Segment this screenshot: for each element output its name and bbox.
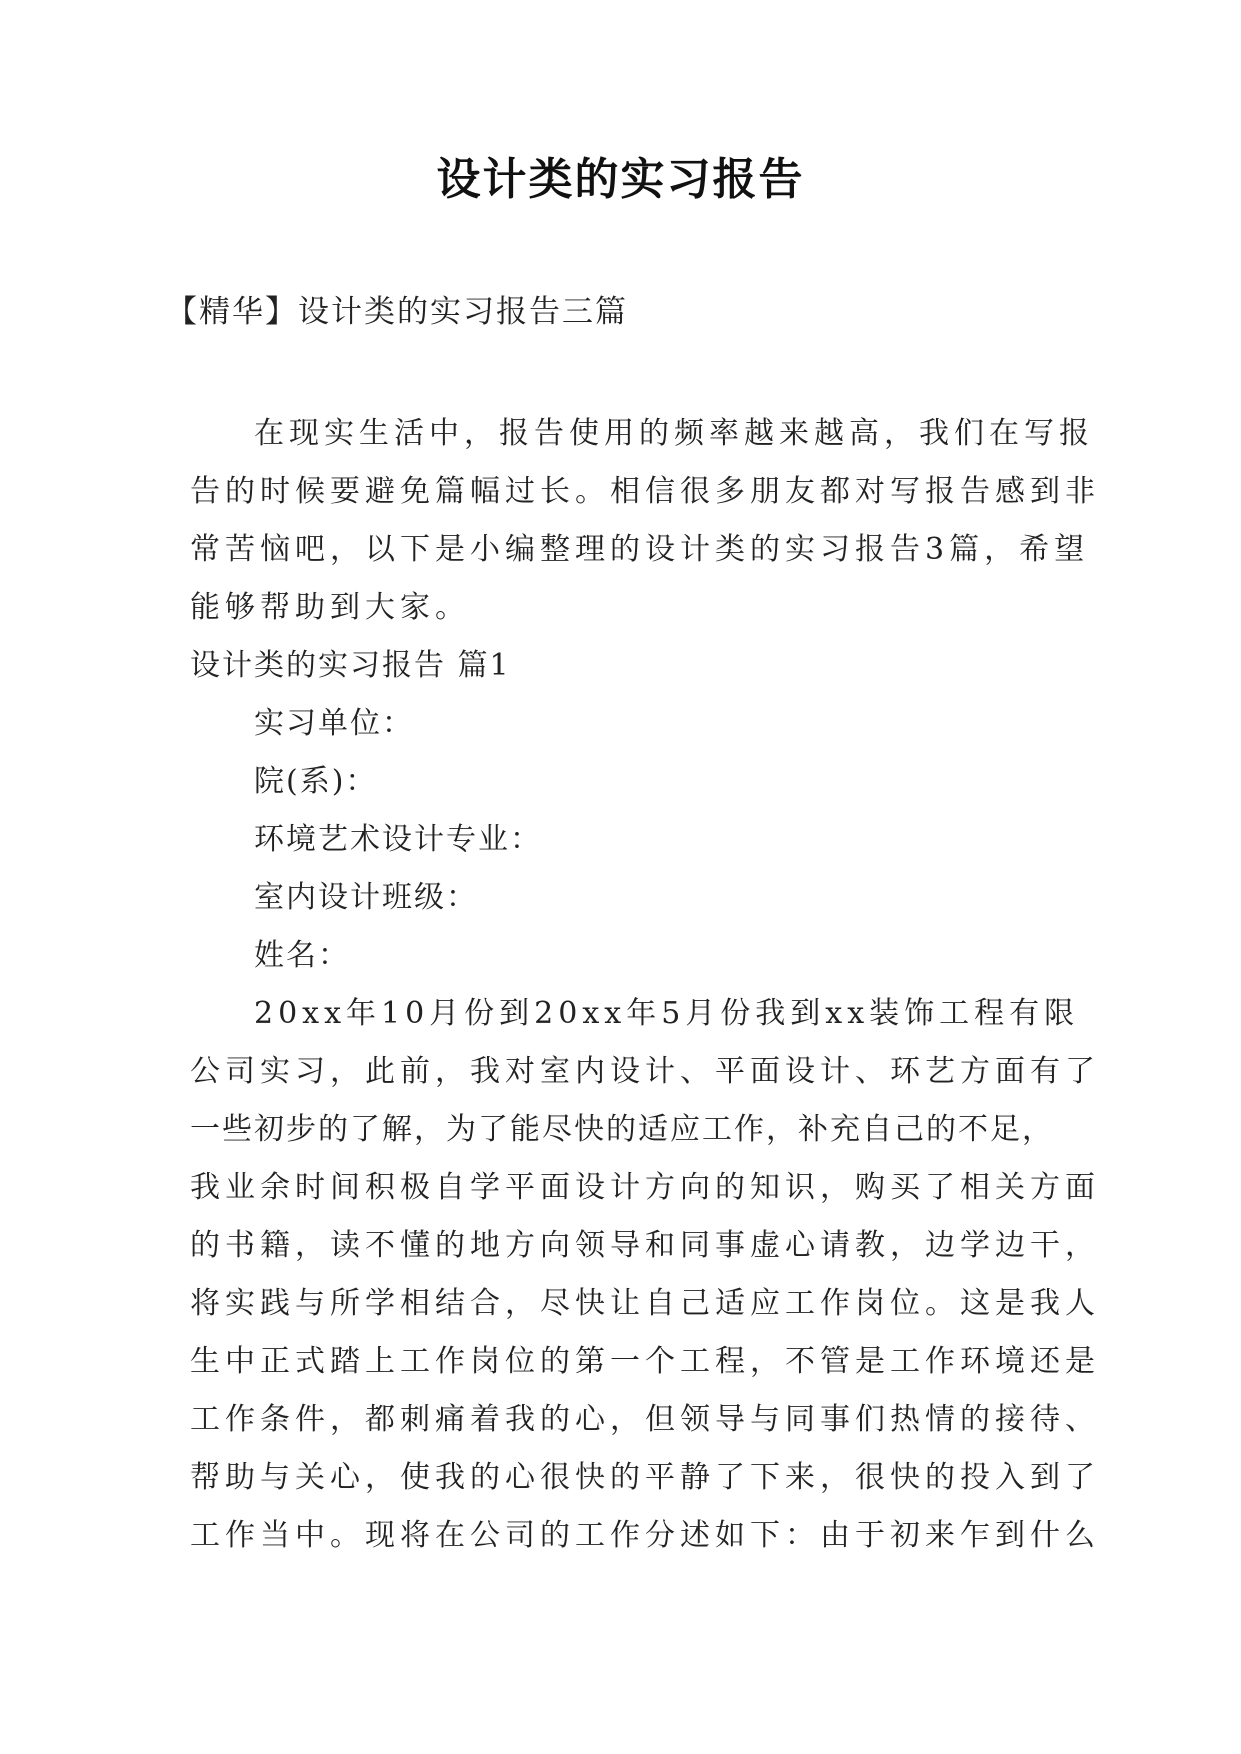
info-line: 环境艺术设计专业： — [254, 822, 542, 857]
paragraph-line: 将实践与所学相结合，尽快让自己适应工作岗位。这是我人 — [190, 1286, 1100, 1321]
paragraph-line: 工作条件，都刺痛着我的心，但领导与同事们热情的接待、 — [190, 1402, 1100, 1437]
paragraph-line: 公司实习，此前，我对室内设计、平面设计、环艺方面有了 — [190, 1054, 1100, 1089]
info-line: 实习单位： — [254, 706, 414, 741]
section-heading: 设计类的实习报告 篇1 — [190, 648, 511, 683]
info-line: 院(系)： — [254, 764, 378, 799]
paragraph-line: 的书籍，读不懂的地方向领导和同事虚心请教，边学边干， — [190, 1228, 1100, 1263]
paragraph-line: 帮助与关心，使我的心很快的平静了下来，很快的投入到了 — [190, 1460, 1100, 1495]
paragraph-line: 在现实生活中，报告使用的频率越来越高，我们在写报 — [254, 416, 1094, 451]
document-body — [190, 405, 1100, 1565]
info-line: 姓名： — [254, 938, 350, 973]
document-title: 设计类的实习报告 — [436, 154, 805, 205]
paragraph-line: 一些初步的了解，为了能尽快的适应工作，补充自己的不足， — [190, 1112, 1054, 1147]
info-line: 室内设计班级： — [254, 880, 478, 915]
paragraph-line: 能够帮助到大家。 — [190, 590, 470, 625]
paragraph-line: 常苦恼吧，以下是小编整理的设计类的实习报告3篇，希望 — [190, 532, 1090, 567]
paragraph-line: 20xx年10月份到20xx年5月份我到xx装饰工程有限 — [254, 996, 1080, 1031]
paragraph-line: 生中正式踏上工作岗位的第一个工程，不管是工作环境还是 — [190, 1344, 1100, 1379]
document-subtitle: 【精华】设计类的实习报告三篇 — [166, 294, 628, 330]
paragraph-line: 我业余时间积极自学平面设计方向的知识，购买了相关方面 — [190, 1170, 1100, 1205]
paragraph-line: 告的时候要避免篇幅过长。相信很多朋友都对写报告感到非 — [190, 474, 1100, 509]
paragraph-line: 工作当中。现将在公司的工作分述如下：由于初来乍到什么 — [190, 1518, 1100, 1553]
